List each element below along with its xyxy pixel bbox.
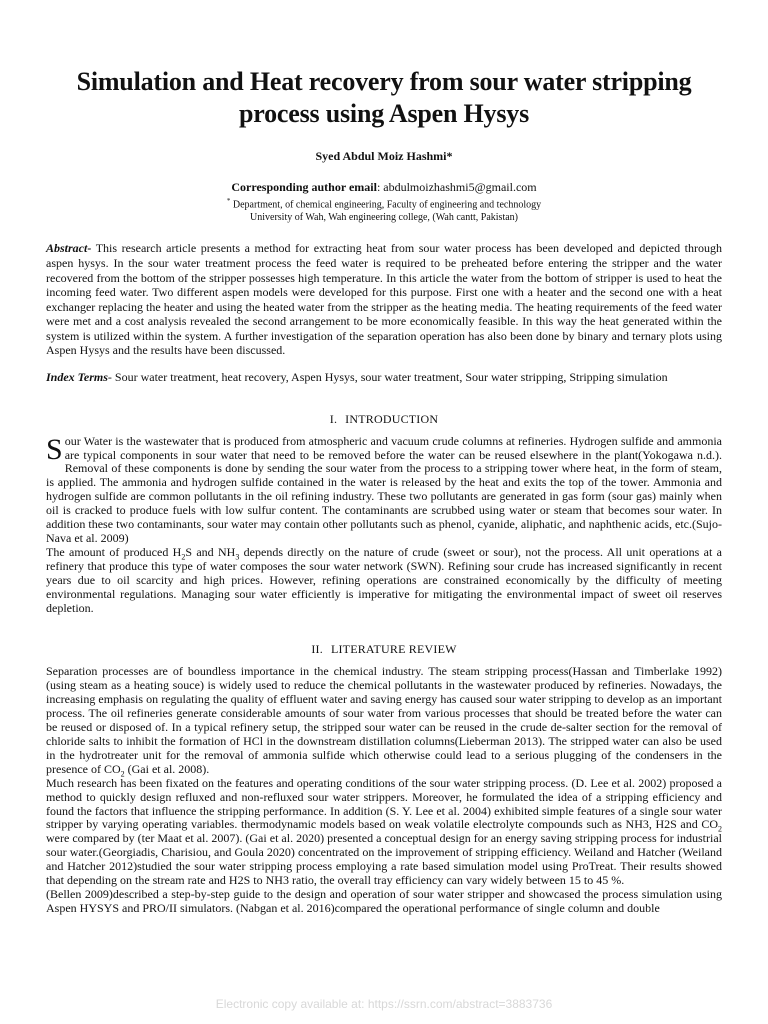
text-run: depends directly on the nature of crude (sweet or sour), not the process. All unit operations at a refinery that produce this type of water composes the sour water network (SWN). Refining sour crude has increased significantly in recent years due to oil scarcity and high prices. However, refining operations are constrained economically by the difficulty of meeting environmental regulations. Managing sour water efficiently is imperative for mitigating the environmental impact of sweet oil reserves depletion.: [46, 544, 722, 615]
abstract-label: Abstract-: [46, 241, 92, 256]
text-run: were compared by (ter Maat et al. 2007). (Gai et al. 2020) presented a conceptual design for an energy saving stripping process for industrial sour water.(Georgiadis, Charisiou, and Goula 2020) concentrated on the improvement of stripping efficiency. Weiland and Hatcher (Weiland and Hatcher 2012)studied the sour water stripping process employing a rate based simulation model using ProTreat. Their results showed that depending on the stream rate and H2S to NH3 ratio, the overall tray efficiency can vary widely between 15 to 45 %.: [46, 831, 722, 888]
abstract-text: This research article presents a method for extracting heat from sour water process has been developed and depicted through aspen hysys. In the sour water treatment process the feed water is required to be preheated before entering the stripper and the water recovered from the bottom of the stripper possesses high temperature. In this article the water from the bottom of stripper is used to heat the incoming feed water. Two different aspen models were developed for this purpose. First one with a heater and the second one with a heat exchanger replacing the heater and using the heated water from the stripper as the heating media. The heating requirements of the feed water were met and a cost analysis revealed the second arrangement to be more economically feasible. In this way the heat generated within the system is utilized within the system. A further investigation of the separation operation has also been done by binary and ternary plots using Aspen Hysys and the results have been discussed.: [46, 241, 722, 358]
intro-paragraph-1: [46, 432, 722, 546]
affiliation-mark: *: [226, 197, 231, 205]
dropcap-letter: S: [46, 432, 63, 466]
affiliation-line-2: University of Wah, Wah engineering college, (Wah cantt, Pakistan): [250, 212, 518, 224]
section-number: II.: [311, 642, 323, 657]
index-terms: [46, 370, 722, 385]
corresponding-label: Corresponding author email: [231, 180, 377, 194]
index-terms-label: Index Terms: [46, 370, 108, 385]
corresponding-email: : abdulmoizhashmi5@gmail.com: [376, 180, 537, 194]
text-run: S and NH: [185, 544, 236, 559]
ssrn-footer: Electronic copy available at: https://ssrn.com/abstract=3883736: [215, 997, 553, 1011]
author-name: Syed Abdul Moiz Hashmi*: [315, 149, 453, 163]
paper-title: Simulation and Heat recovery from sour water stripping process using Aspen Hysys: [76, 67, 692, 128]
index-terms-text: - Sour water treatment, heat recovery, Aspen Hysys, sour water treatment, Sour water stripping, Stripping simulation: [107, 370, 668, 385]
text-run: The amount of produced H: [46, 544, 182, 559]
abstract: [46, 241, 722, 358]
lit-paragraph-2: [46, 777, 722, 888]
text-run: Separation processes are of boundless importance in the chemical industry. The steam stripping process(Hassan and Timberlake 1992) (using steam as a heating souce) is widely used to reduce the chemical pollutants in the wastewater produced by refineries. Nowadays, the increasing emphasis on regulating the quality of effluent water and saving energy has caused sour water stripping to develop as an important process. The oil refineries generate considerable amounts of sour water from various processes that should be treated before the water can be reused or disposed of. In a typical refinery setup, the stripped sour water can be reused in the crude de-salter section for the removal of chloride salts to inhibit the formation of HCl in the downstream distillation columns(Lieberman 2013). The stripped water can also be used in the hydrotreater unit for the removal of ammonia sulfide which otherwise could lead to a serious plugging of the condensers in the presence of CO: [46, 664, 722, 776]
subscript: 3: [235, 552, 240, 562]
subscript: 2: [120, 769, 125, 779]
affiliation-line-1: [46, 195, 722, 211]
subscript: 2: [181, 552, 186, 562]
text-run: Much research has been fixated on the features and operating conditions of the sour water stripping process. (D. Lee et al. 2002) proposed a method to quickly design refluxed and non-refluxed sour water strippers. Moreover, he formulated the idea of a stripping efficiency and found the factors that influence the stripping performance. In addition (S. Y. Lee et al. 2004) exhibited simple features of a single sour water stripper by varying operating variables. thermodynamic models based on weak volatile electrolyte compounds such as NH3, H2S and CO: [46, 775, 722, 832]
intro-paragraph-1-text: our Water is the wastewater that is produced from atmospheric and vacuum crude columns at refineries. Hydrogen sulfide and ammonia are typical components in sour water that need to be removed before the water can be reused elsewhere in the plant(Yokogawa n.d.). Removal of these components is done by sending the sour water from the process to a stripping tower where heat, in the form of steam, is applied. The ammonia and hydrogen sulfide contained in the water is released by the heat and exits the top of the tower. Ammonia and hydrogen sulfide are common pollutants in the oil refining industry. These two pollutants are generated in gas form (sour gas) mainly when oil is cracked to produce fuels with low sulfur content. The contaminants are scrubbed using water or steam that becomes sour water. In addition these two contaminants, sour water may contain other pollutants such as phenol, cyanide, aliphatic, and naphthenic acids, etc.(Sujo-Nava et al. 2009): [46, 433, 722, 546]
section-number: I.: [329, 411, 338, 426]
section-heading-literature-review: [46, 642, 722, 657]
section-title: INTRODUCTION: [345, 411, 439, 426]
subscript: 2: [718, 824, 722, 834]
section-title: LITERATURE REVIEW: [330, 642, 457, 657]
corresponding-author: [46, 180, 722, 195]
affiliation-text-1: Department, of chemical engineering, Faculty of engineering and technology: [232, 199, 542, 211]
section-heading-introduction: [46, 412, 722, 427]
text-run: (Gai et al. 2008).: [124, 761, 210, 776]
paper-page: [46, 0, 722, 916]
lit-paragraph-1: [46, 664, 722, 779]
lit-paragraph-3: (Bellen 2009)described a step-by-step guide to the design and operation of sour water stripper and showcased the process simulation using Aspen HYSYS and PRO/II simulators. (Nabgan et al. 2016)compared the operational performance of single column and double: [46, 886, 722, 915]
intro-paragraph-2: [46, 546, 722, 616]
